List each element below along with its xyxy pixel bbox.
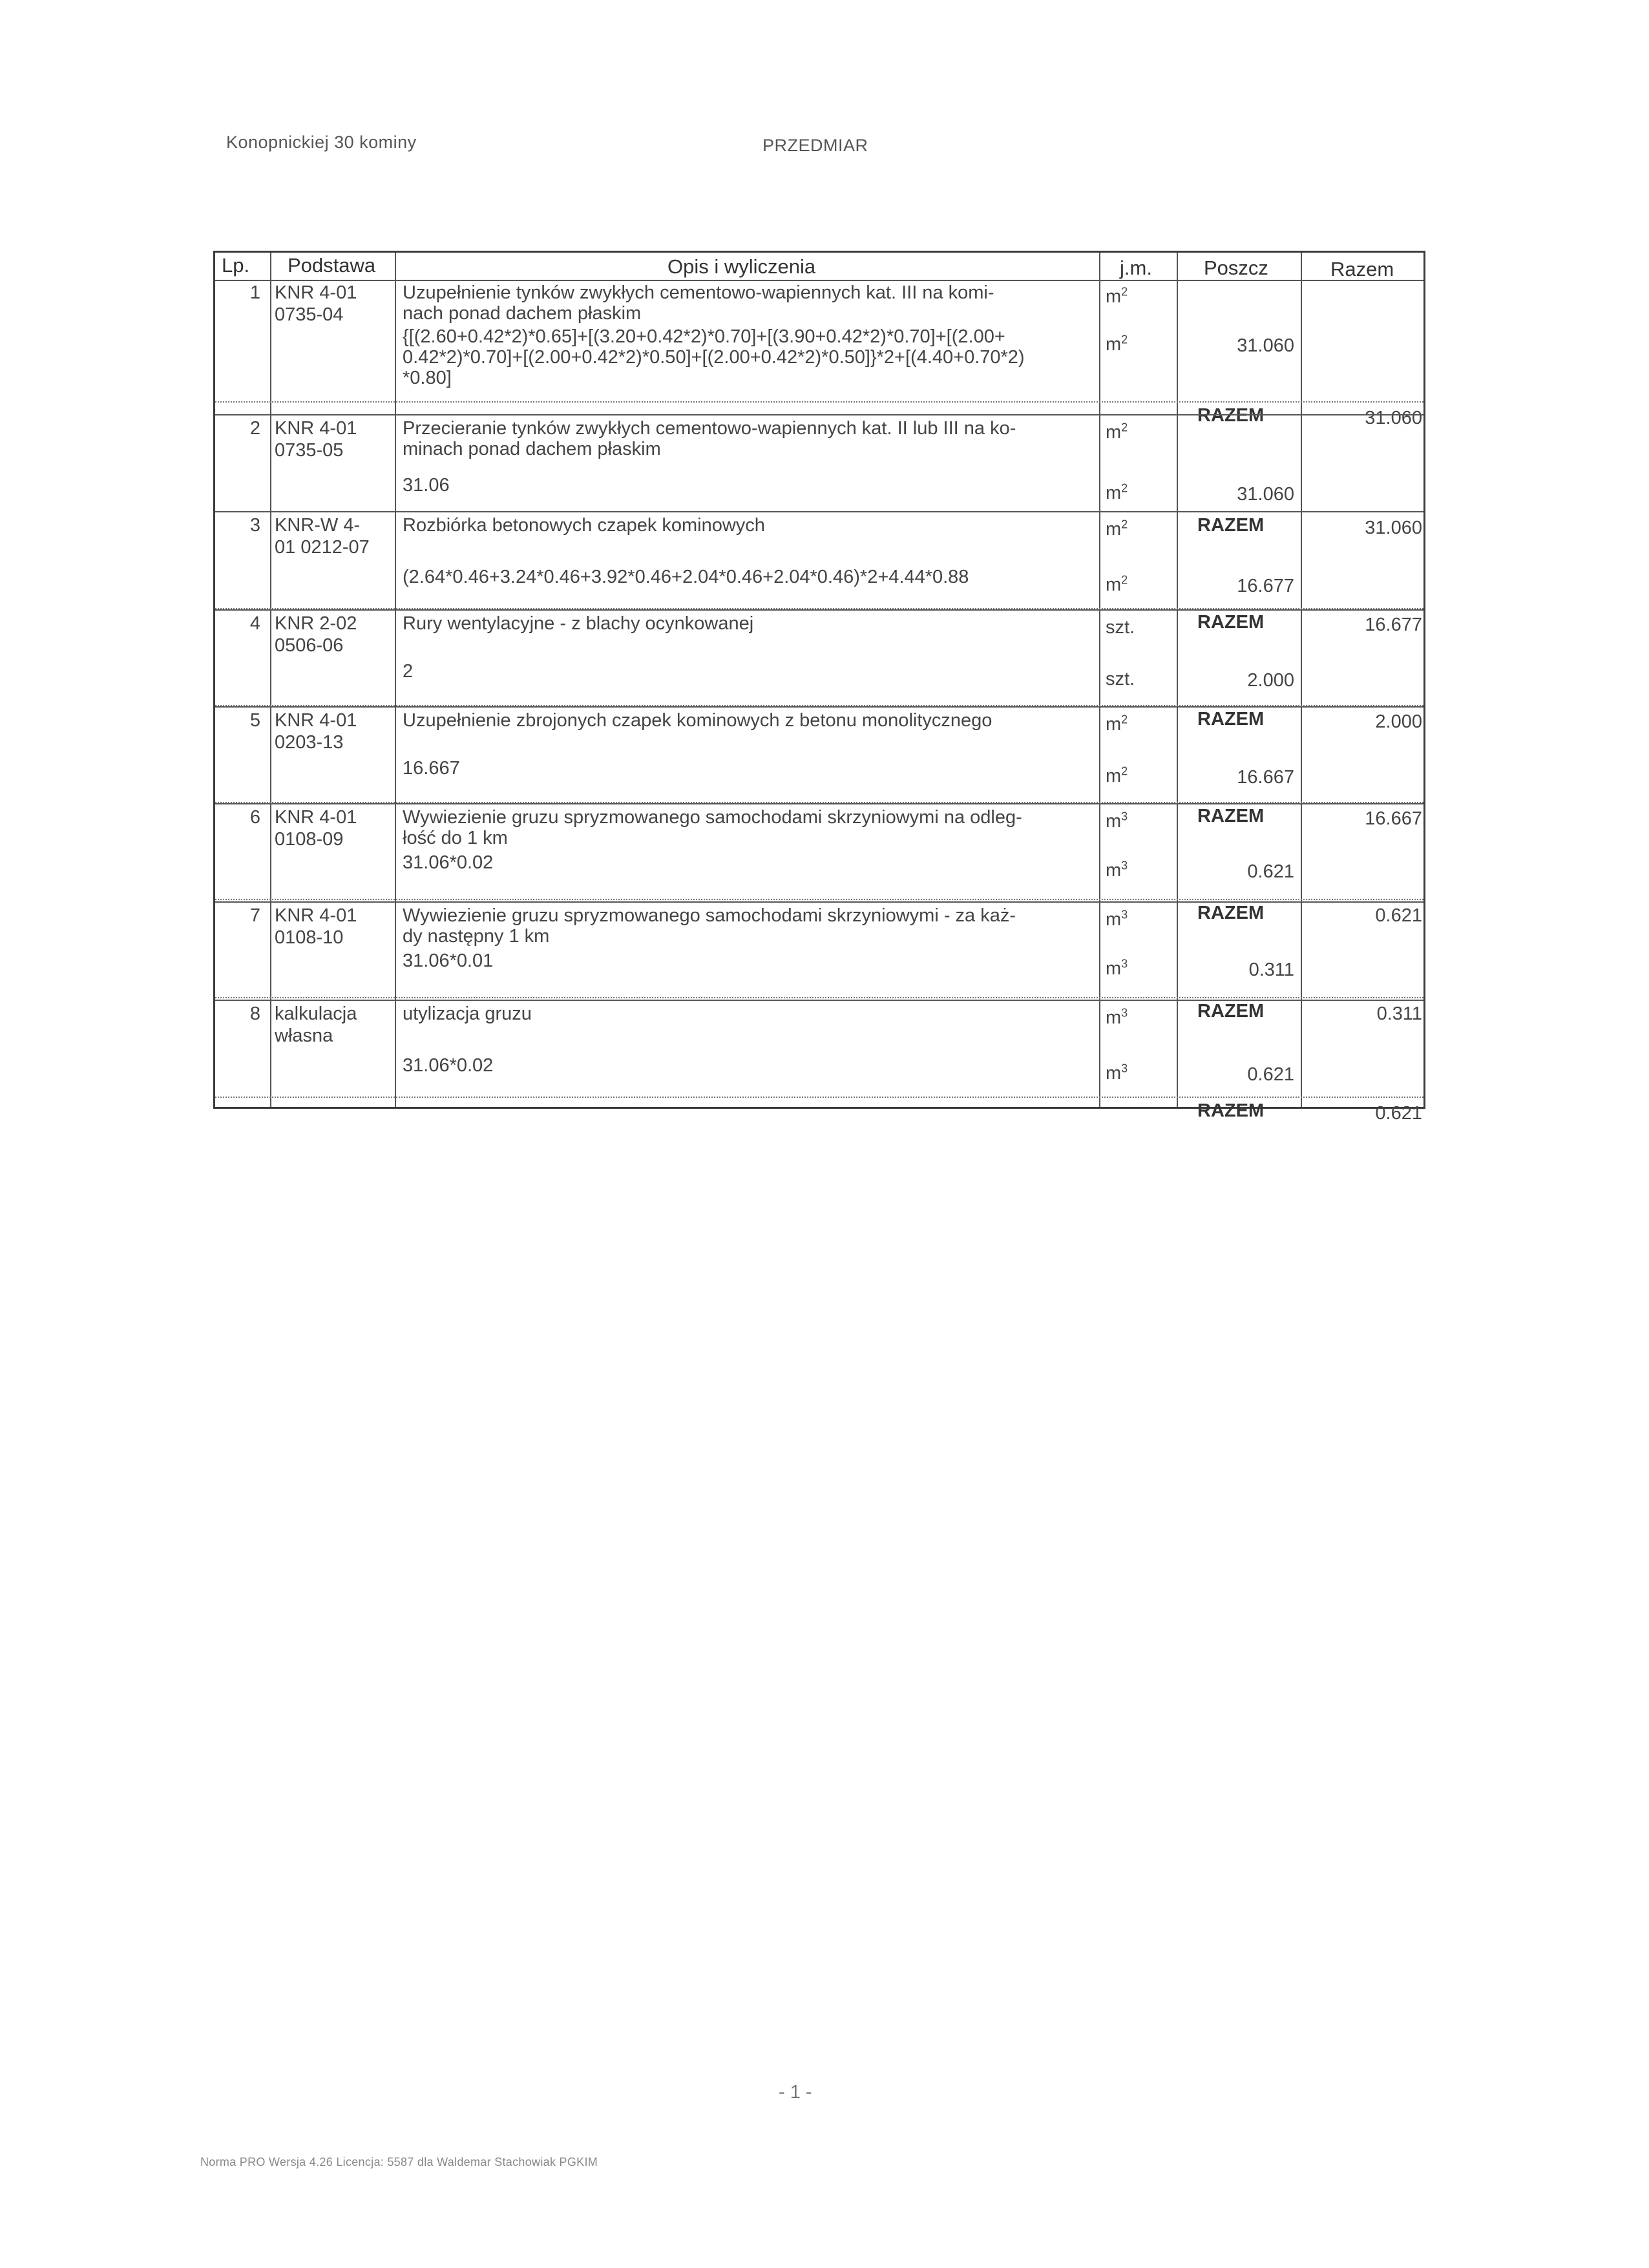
unit-exponent: 3: [1121, 908, 1128, 921]
row-unit: [1106, 574, 1128, 595]
unit-text: m: [1106, 811, 1122, 832]
col-header-opis: Opis i wyliczenia: [667, 255, 816, 278]
row-poszcz-value: 31.060: [1237, 484, 1294, 505]
row-separator: [215, 511, 1423, 512]
row-razem-value: 2.000: [1375, 711, 1422, 732]
unit-exponent: 2: [1121, 764, 1128, 778]
column-divider: [1301, 253, 1302, 1107]
unit-exponent: 2: [1121, 518, 1128, 531]
document-title: PRZEDMIAR: [762, 136, 868, 155]
row-separator: [215, 803, 1423, 804]
unit-exponent: 2: [1121, 713, 1128, 726]
col-header-razem: Razem: [1330, 258, 1394, 280]
row-separator: [215, 414, 1423, 415]
row-razem-value: 16.677: [1365, 614, 1422, 635]
col-header-jm: j.m.: [1120, 257, 1152, 279]
row-podstawa: własna: [275, 1025, 333, 1046]
unit-text: m: [1106, 483, 1122, 503]
razem-label: RAZEM: [1197, 1100, 1265, 1121]
row-description: utylizacja gruzu: [403, 1003, 532, 1024]
razem-label: RAZEM: [1197, 1001, 1265, 1022]
unit-exponent: 3: [1121, 1006, 1128, 1020]
row-razem-value: 0.311: [1376, 1003, 1422, 1024]
unit-text: m: [1106, 334, 1122, 355]
row-unit: [1106, 286, 1128, 307]
row-unit: [1106, 669, 1135, 689]
row-razem-value: 0.621: [1375, 1103, 1422, 1124]
row-razem-value: 16.667: [1365, 808, 1422, 829]
unit-text: m: [1106, 1063, 1122, 1084]
row-description: Rozbiórka betonowych czapek kominowych: [403, 515, 765, 536]
row-podstawa: KNR 4-01: [275, 710, 357, 731]
row-unit: [1106, 334, 1128, 355]
row-separator: [215, 997, 1423, 998]
unit-text: m: [1106, 909, 1122, 930]
row-razem-value: 0.621: [1375, 905, 1422, 926]
unit-exponent: 2: [1121, 285, 1128, 299]
header-divider: [215, 280, 1423, 281]
row-calculation: (2.64*0.46+3.24*0.46+3.92*0.46+2.04*0.46+2.04*0.46)*2+4.44*0.88: [403, 567, 969, 587]
row-razem-value: 31.060: [1365, 408, 1422, 428]
row-razem-value: 31.060: [1365, 518, 1422, 538]
unit-text: szt.: [1106, 669, 1135, 689]
row-lp: 2: [249, 418, 260, 439]
razem-label: RAZEM: [1197, 806, 1265, 826]
row-description: Wywiezienie gruzu spryzmowanego samochodami skrzyniowymi - za każ-: [403, 905, 1016, 926]
row-calculation: 31.06*0.02: [403, 1055, 494, 1076]
unit-exponent: 3: [1121, 859, 1128, 872]
license-footer: Norma PRO Wersja 4.26 Licencja: 5587 dla Waldemar Stachowiak PGKIM: [200, 2156, 598, 2168]
row-podstawa: kalkulacja: [275, 1003, 357, 1024]
row-unit: [1106, 714, 1128, 735]
unit-exponent: 3: [1121, 1062, 1128, 1075]
row-calculation: 31.06: [403, 475, 450, 496]
row-podstawa: 0735-04: [275, 304, 344, 325]
row-separator: [215, 901, 1423, 903]
row-calculation: 2: [403, 661, 414, 682]
row-calculation: 31.06*0.02: [403, 852, 494, 873]
row-unit: [1106, 483, 1128, 503]
row-calculation: 31.06*0.01: [403, 950, 494, 971]
row-podstawa: 01 0212-07: [275, 537, 370, 558]
column-divider: [270, 253, 271, 1107]
row-description: Przecieranie tynków zwykłych cementowo-wapiennych kat. II lub III na ko-: [403, 418, 1016, 439]
row-separator: [215, 1000, 1423, 1001]
row-poszcz-value: 0.621: [1247, 861, 1294, 882]
row-unit: [1106, 860, 1128, 881]
unit-text: m: [1106, 422, 1122, 443]
row-poszcz-value: 2.000: [1247, 670, 1294, 691]
row-unit: [1106, 766, 1128, 786]
unit-text: m: [1106, 286, 1122, 307]
row-description: Uzupełnienie tynków zwykłych cementowo-wapiennych kat. III na komi-: [403, 282, 994, 303]
row-lp: 1: [249, 282, 260, 303]
row-calculation: 16.667: [403, 758, 460, 779]
row-lp: 3: [249, 515, 260, 536]
row-calculation: *0.80]: [403, 368, 452, 388]
unit-text: szt.: [1106, 617, 1135, 638]
unit-exponent: 3: [1121, 957, 1128, 971]
row-podstawa: 0108-10: [275, 927, 344, 948]
unit-text: m: [1106, 1007, 1122, 1028]
row-podstawa: KNR-W 4-: [275, 515, 361, 536]
row-separator: [215, 899, 1423, 900]
document-location: Konopnickiej 30 kominy: [226, 132, 417, 152]
row-lp: 6: [249, 807, 260, 828]
razem-label: RAZEM: [1197, 515, 1265, 536]
row-description: Uzupełnienie zbrojonych czapek kominowych z betonu monolitycznego: [403, 710, 993, 731]
page-number: - 1 -: [779, 2082, 812, 2103]
row-description: dy następny 1 km: [403, 926, 550, 947]
row-description: nach ponad dachem płaskim: [403, 303, 642, 324]
row-calculation: 0.42*2)*0.70]+[(2.00+0.42*2)*0.50]+[(2.00+0.42*2)*0.50]}*2+[(4.40+0.70*2): [403, 347, 1025, 368]
row-separator: [215, 401, 1423, 403]
col-header-podstawa: Podstawa: [288, 254, 376, 277]
row-unit: [1106, 811, 1128, 832]
unit-exponent: 2: [1121, 333, 1128, 346]
row-description: Rury wentylacyjne - z blachy ocynkowanej: [403, 613, 754, 634]
row-unit: [1106, 1007, 1128, 1028]
row-poszcz-value: 16.677: [1237, 576, 1294, 596]
unit-text: m: [1106, 574, 1122, 595]
unit-exponent: 3: [1121, 810, 1128, 823]
row-podstawa: KNR 4-01: [275, 905, 357, 926]
row-podstawa: 0735-05: [275, 440, 344, 461]
col-header-poszcz: Poszcz: [1204, 257, 1268, 279]
row-separator: [215, 609, 1423, 611]
row-separator: [215, 1097, 1423, 1098]
column-divider: [1099, 253, 1100, 1107]
unit-text: m: [1106, 714, 1122, 735]
razem-label: RAZEM: [1197, 612, 1265, 633]
razem-label: RAZEM: [1197, 903, 1265, 923]
unit-exponent: 2: [1121, 573, 1128, 587]
row-podstawa: KNR 4-01: [275, 282, 357, 303]
unit-exponent: 2: [1121, 421, 1128, 434]
row-lp: 5: [249, 710, 260, 731]
row-unit: [1106, 1063, 1128, 1084]
row-unit: [1106, 909, 1128, 930]
row-lp: 7: [249, 905, 260, 926]
row-lp: 4: [249, 613, 260, 634]
row-poszcz-value: 0.621: [1247, 1064, 1294, 1085]
razem-label: RAZEM: [1197, 709, 1265, 730]
row-lp: 8: [249, 1003, 260, 1024]
row-podstawa: KNR 2-02: [275, 613, 357, 634]
razem-label: RAZEM: [1197, 405, 1265, 426]
col-header-lp: Lp.: [222, 254, 250, 277]
row-podstawa: 0203-13: [275, 732, 344, 753]
row-podstawa: KNR 4-01: [275, 807, 357, 828]
row-description: minach ponad dachem płaskim: [403, 439, 661, 459]
row-podstawa: 0506-06: [275, 635, 344, 656]
row-calculation: {[(2.60+0.42*2)*0.65]+[(3.20+0.42*2)*0.70]+[(3.90+0.42*2)*0.70]+[(2.00+: [403, 326, 1005, 347]
row-unit: [1106, 422, 1128, 443]
unit-text: m: [1106, 958, 1122, 979]
row-description: łość do 1 km: [403, 828, 508, 848]
row-unit: [1106, 617, 1135, 638]
unit-text: m: [1106, 766, 1122, 786]
row-poszcz-value: 31.060: [1237, 335, 1294, 356]
row-unit: [1106, 519, 1128, 540]
row-description: Wywiezienie gruzu spryzmowanego samochodami skrzyniowymi na odleg-: [403, 807, 1022, 828]
row-podstawa: 0108-09: [275, 829, 344, 850]
row-poszcz-value: 0.311: [1248, 960, 1294, 980]
column-divider: [395, 253, 396, 1107]
unit-exponent: 2: [1121, 481, 1128, 495]
row-unit: [1106, 958, 1128, 979]
unit-text: m: [1106, 860, 1122, 881]
unit-text: m: [1106, 519, 1122, 540]
row-podstawa: KNR 4-01: [275, 418, 357, 439]
row-separator: [215, 706, 1423, 708]
przedmiar-table: [213, 251, 1425, 1124]
row-poszcz-value: 16.667: [1237, 767, 1294, 788]
